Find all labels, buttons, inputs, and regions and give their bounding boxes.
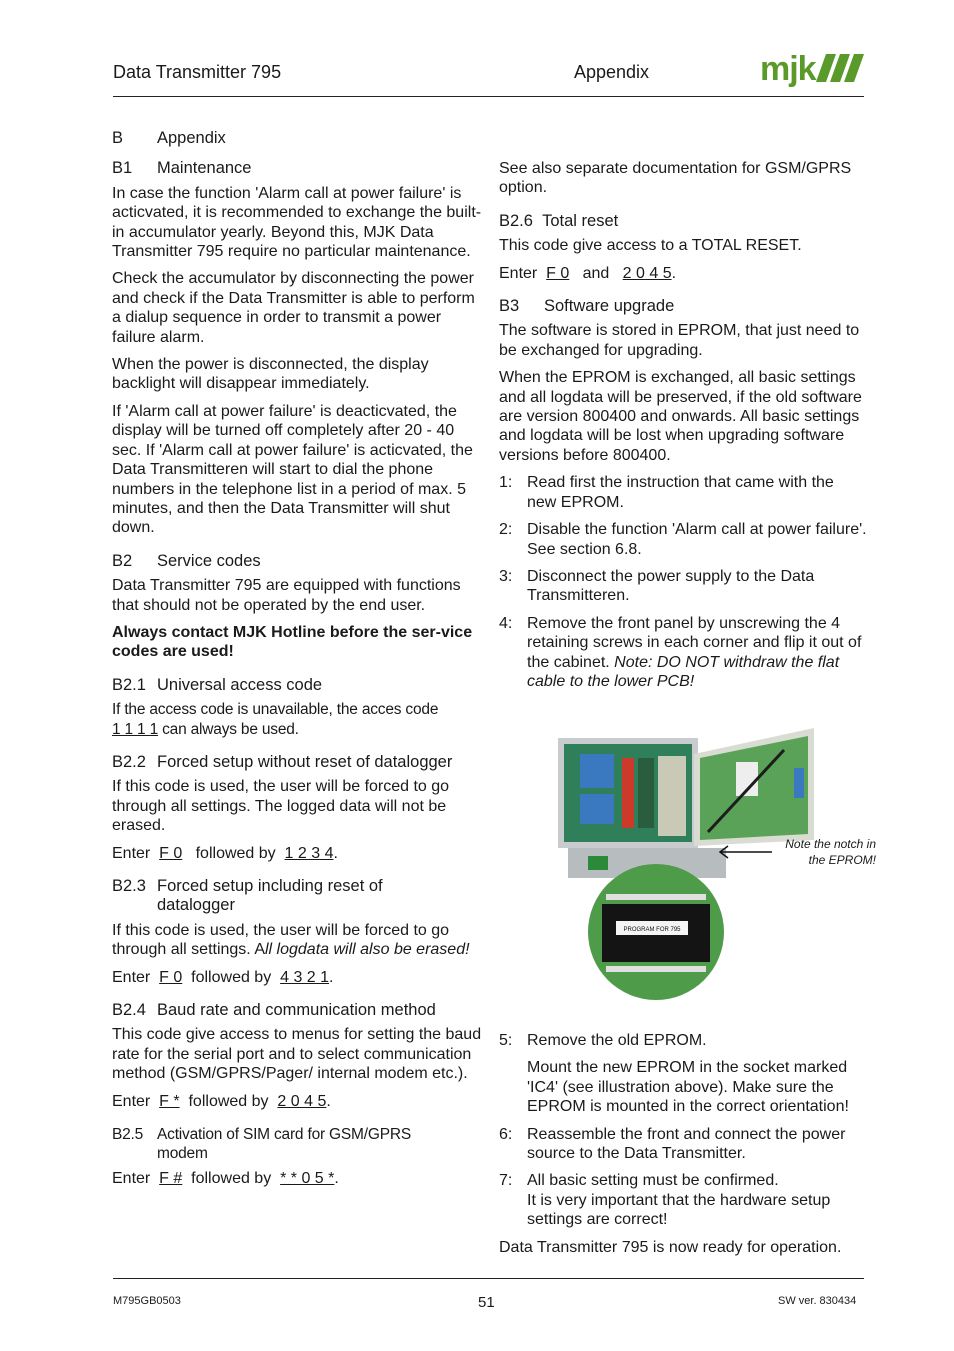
- gsm-see-also: See also separate documentation for GSM/GPRS option.: [499, 160, 852, 197]
- b2-4-enter: Enter F * followed by 2 0 4 5.: [112, 1092, 331, 1110]
- heading-b2-1: B2.1 Universal access code: [112, 675, 323, 694]
- heading-b2-3: B2.3 Forced setup including reset of datalogger: [112, 877, 383, 915]
- b2-paragraph: Data Transmitter 795 are equipped with functions that should not be operated by the end user.: [112, 577, 461, 614]
- step-3: 3: Disconnect the power supply to the Data Transmitteren.: [499, 567, 815, 605]
- heading-b3: B3 Software upgrade: [499, 297, 675, 316]
- step-7: 7: All basic setting must be confirmed. It is very important that the hardware setup settings are correct!: [499, 1172, 831, 1229]
- right-column-lower: [499, 1031, 867, 1265]
- heading-b1: B1 Maintenance: [112, 159, 252, 178]
- step-1: 1: Read first the instruction that came with the new EPROM.: [499, 474, 834, 511]
- document-title: Data Transmitter 795: [113, 62, 282, 82]
- final-note: Data Transmitter 795 is now ready for operation.: [499, 1238, 842, 1256]
- code-2045: 2 0 4 5: [277, 1092, 327, 1110]
- logo-text: mjk: [760, 50, 816, 88]
- b3-paragraph-1: The software is stored in EPROM, that just need to be exchanged for upgrading.: [499, 322, 860, 359]
- b2-2-enter: Enter F 0 followed by 1 2 3 4.: [112, 844, 338, 862]
- code-2045: 2 0 4 5: [622, 264, 672, 282]
- code-1111: 1 1 1 1: [112, 720, 159, 738]
- b2-4-paragraph: This code give access to menus for setting the baud rate for the serial port and to select communication method (GSM/GPRS/Pager/ internal modem etc.).: [112, 1026, 482, 1083]
- heading-b2: B2 Service codes: [112, 551, 261, 570]
- step-5: 5: Remove the old EPROM.: [499, 1032, 707, 1049]
- b2-5-enter: Enter F # followed by * * 0 5 *.: [112, 1169, 339, 1187]
- document-id: M795GB0503: [113, 1295, 181, 1307]
- page-number: 51: [478, 1294, 495, 1311]
- heading-b: B Appendix: [112, 129, 226, 147]
- code-f0: F 0: [546, 264, 570, 282]
- b2-6-paragraph: This code give access to a TOTAL RESET.: [499, 237, 802, 255]
- code-fstar: F *: [159, 1092, 180, 1110]
- heading-b2-6: B2.6 Total reset: [499, 211, 619, 230]
- b2-3-paragraph: If this code is used, the user will be forced to go through all settings. All logdata will also be erased!: [112, 921, 470, 959]
- code-f0: F 0: [159, 968, 183, 986]
- b2-6-enter: Enter F 0 and 2 0 4 5.: [499, 264, 677, 282]
- left-column: [112, 129, 484, 1196]
- b1-paragraph-2: Check the accumulator by disconnecting the power and check if the Data Transmitter is able to perform a dialup sequence in order to transmit a power failure alarm.: [112, 270, 475, 346]
- b2-1-paragraph: If the access code is unavailable, the acces code 1 1 1 1 can always be used.: [112, 701, 439, 738]
- mjk-logo: [760, 50, 864, 90]
- photo-caption: Note the notch in the EPROM!: [785, 837, 876, 867]
- b1-paragraph-3: When the power is disconnected, the display backlight will disappear immediately.: [112, 356, 429, 393]
- heading-b2-5: B2.5 Activation of SIM card for GSM/GPRS modem: [112, 1126, 411, 1163]
- code-1234: 1 2 3 4: [284, 844, 334, 862]
- heading-b2-4: B2.4 Baud rate and communication method: [112, 1001, 436, 1020]
- right-column: [499, 159, 867, 699]
- b2-2-paragraph: If this code is used, the user will be forced to go through all settings. The logged data will not be erased.: [112, 778, 450, 835]
- b2-3-enter: Enter F 0 followed by 4 3 2 1.: [112, 968, 334, 986]
- code-4321: 4 3 2 1: [280, 968, 330, 986]
- heading-b2-2: B2.2 Forced setup without reset of datalogger: [112, 752, 453, 771]
- header-rule: [113, 96, 864, 97]
- code-f0: F 0: [159, 844, 183, 862]
- b1-paragraph-1: In case the function 'Alarm call at power failure' is acticvated, it is recommended to exchange the built-in accumulator yearly. Beyond this, MJK Data Transmitter 795 require no particular maintenance.: [112, 184, 482, 261]
- step-5-continued: Mount the new EPROM in the socket marked 'IC4' (see illustration above). Make sure the EPROM is mounted in the correct orientation!: [527, 1059, 849, 1116]
- b1-paragraph-4: If 'Alarm call at power failure' is deacticvated, the display will be turned off completely after 20 - 40 sec. If 'Alarm call at power failure' is acticvated, the Data Transmitteren will start to dial the phone numbers in the telephone list in a period of max. 5 minutes, and then the Data Transmitter will shut down.: [112, 402, 473, 537]
- section-title: Appendix: [574, 62, 650, 82]
- chip-label: PROGRAM FOR 795: [623, 927, 681, 933]
- footer-rule: [113, 1278, 864, 1279]
- step-4: 4: Remove the front panel by unscrewing the 4 retaining screws in each corner and flip it out of the cabinet. Note: DO NOT withdraw the flat cable to the lower PCB!: [499, 614, 862, 690]
- software-version: SW ver. 830434: [778, 1295, 857, 1307]
- b2-warning: Always contact MJK Hotline before the ser-vice codes are used!: [112, 623, 473, 661]
- code-fhash: F #: [159, 1169, 183, 1187]
- step-2: 2: Disable the function 'Alarm call at power failure'. See section 6.8.: [499, 521, 867, 558]
- step-6: 6: Reassemble the front and connect the power source to the Data Transmitter.: [499, 1125, 846, 1163]
- code-star05star: * * 0 5 *: [280, 1169, 335, 1187]
- b3-paragraph-2: When the EPROM is exchanged, all basic settings and all logdata will be preserved, if the old software are version 800400 and onwards. All basic settings and logdata will be lost when upgrading software versions before 800400.: [499, 369, 862, 464]
